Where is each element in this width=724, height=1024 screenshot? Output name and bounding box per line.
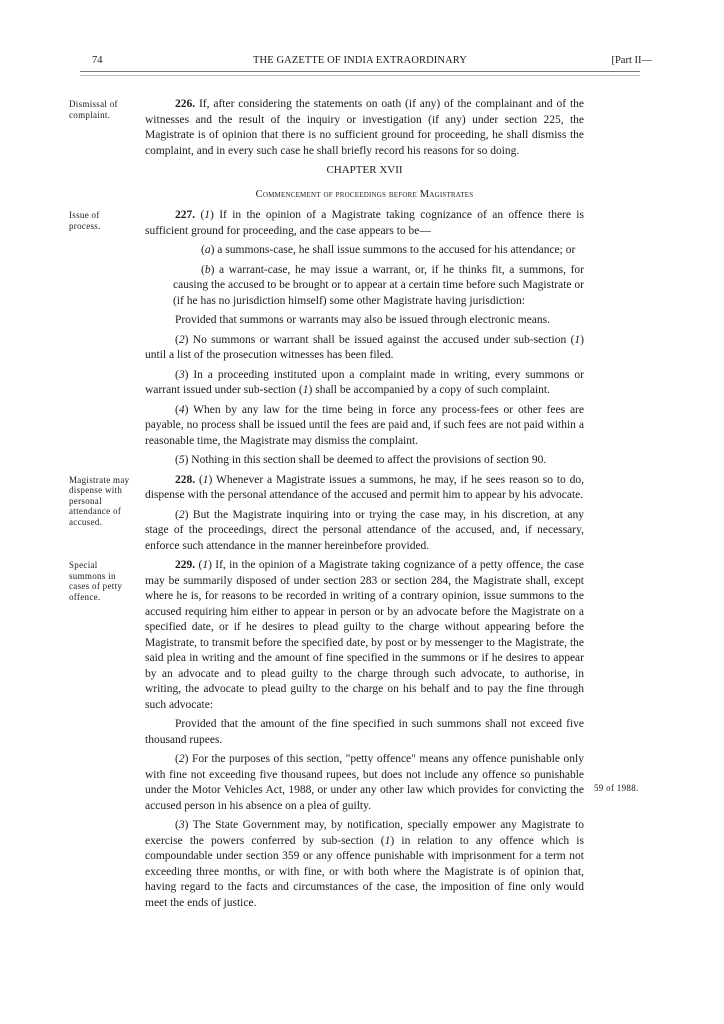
section-227-1: Issue of process. 227. (1) If in the opinion of a Magistrate taking cognizance of an offence there is sufficient ground for proceeding, and the case appears to be—	[69, 209, 584, 237]
chapter-number: CHAPTER XVII	[326, 164, 403, 176]
clause-227-b: (b) a warrant-case, he may issue a warrant, or, if he thinks fit, a summons, for causing the accused to be brought or to appear at a certain time before such Magistrate or (if he has no jurisdiction himself) some other Magistrate having jurisdiction:	[173, 263, 584, 307]
section-text: If, after considering the statements on oath (if any) of the complainant and of the witnesses and the result of the inquiry or investigation (if any) under section 225, the Magistrate is of opinion that there is no sufficient ground for proceeding, he shall dismiss the complaint, and in every such case he shall briefly record his reasons for so doing.	[145, 98, 584, 157]
part-label: [Part II—	[611, 55, 652, 66]
section-227-3: (3) In a proceeding instituted upon a complaint made in writing, every summons or warrant issued under sub-section (1) shall be accompanied by a copy of such complaint.	[145, 368, 584, 396]
proviso-229: Provided that the amount of the fine specified in such summons shall not exceed five thousand rupees.	[145, 718, 584, 746]
section-229-2: 59 of 1988. (2) For the purposes of this section, "petty offence" means any offence punishable only with fine not exceeding five thousand rupees, but does not include any offence so punishable under the Motor Vehicles Act, 1988, or under any other law which provides for convicting the accused person in his absence on a plea of guilty.	[145, 752, 584, 814]
section-226	[69, 97, 584, 159]
margin-note-229: Special summons in cases of petty offence.	[69, 560, 123, 602]
section-227-4: (4) When by any law for the time being in force any process-fees or other fees are payable, no process shall be issued until the fees are paid and, if such fees are not paid within a reasonable time, the Magistrate may dismiss the complaint.	[145, 403, 584, 447]
margin-note-227: Issue of process.	[69, 210, 101, 231]
section-number: 229.	[175, 559, 196, 571]
proviso-227: Provided that summons or warrants may also be issued through electronic means.	[175, 314, 550, 326]
chapter-heading: Commencement of proceedings before Magistrates	[255, 188, 474, 200]
section-228-2: (2) But the Magistrate inquiring into or trying the case may, in his discretion, at any stage of the proceedings, direct the personal attendance of the accused, and, if necessary, enforce such attendance in the manner hereinbefore provided.	[145, 508, 584, 552]
section-229-1: Special summons in cases of petty offence. 229. (1) If, in the opinion of a Magistrate taking cognizance of a petty offence, the case may be summarily disposed of under section 283 or section 284, the Magistrate shall, except where he is, for reasons to be recorded in writing of a contrary opinion, issue summons to the accused requiring him either to appear in person or by an advocate before the Magistrate on a specified date, or if he desires to plead guilty to the charge without appearing before the Magistrate, to transmit before the specified date, by post or by messenger to the Magistrate, the said plea in writing and the amount of fine specified in the summons or if he desires to appear by an advocate and to plead guilty to the charge through such advocate, to authorise, in writing, the advocate to plead guilty to the charge on his behalf and to pay the fine through such advocate:	[69, 559, 584, 711]
section-227-5: (5) Nothing in this section shall be deemed to affect the provisions of section 90.	[175, 454, 547, 466]
header-rule	[80, 71, 640, 76]
act-reference-note: 59 of 1988.	[594, 783, 639, 793]
section-number: 228.	[175, 473, 196, 486]
clause-227-a: (a) a summons-case, he shall issue summons to the accused for his attendance; or	[201, 244, 576, 256]
section-number: 226.	[175, 98, 196, 110]
section-number: 227.	[175, 209, 196, 221]
section-229-3: (3) The State Government may, by notification, specially empower any Magistrate to exercise the powers conferred by sub-section (1) in relation to any offence which is compoundable under section 359 or any offence punishable with imprisonment for a term not exceeding three months, or with fine, or with both where the Magistrate is of opinion that, having regard to the facts and circumstances of the case, the imposition of fine only would meet the ends of justice.	[145, 819, 584, 909]
margin-note-226: Dismissal of complaint.	[69, 99, 118, 120]
section-228-1: Magistrate may dispense with personal attendance of accused. 228. (1) Whenever a Magistrate issues a summons, he may, if he sees reason so to do, dispense with the personal attendance of the accused and permit him to appear by his advocate.	[69, 473, 584, 527]
page-header	[80, 55, 652, 71]
document-body	[69, 97, 639, 915]
gazette-title: THE GAZETTE OF INDIA EXTRAORDINARY	[253, 55, 467, 66]
margin-note-228: Magistrate may dispense with personal attendance of accused.	[69, 474, 130, 527]
page-number: 74	[92, 55, 103, 66]
section-227-2: (2) No summons or warrant shall be issued against the accused under sub-section (1) until a list of the prosecution witnesses has been filed.	[145, 333, 584, 361]
